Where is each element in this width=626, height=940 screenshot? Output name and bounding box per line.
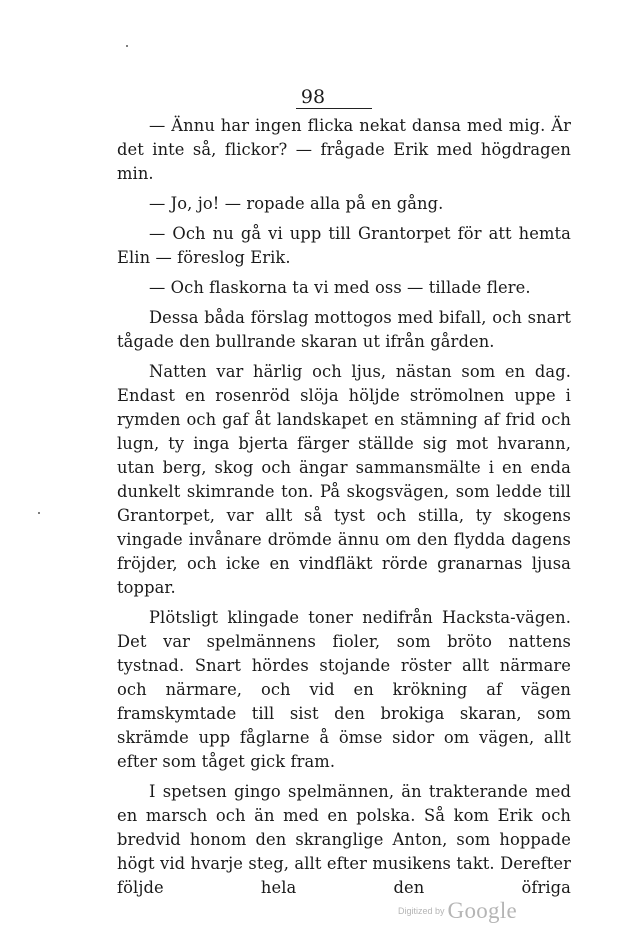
page-number-rule <box>296 108 372 109</box>
paper-speck <box>38 512 40 514</box>
paragraph-1: — Ännu har ingen flicka nekat dansa med mig. Är det inte så, flickor? — frågade Erik med högdragen min. <box>117 116 571 183</box>
paragraph-7: Plötsligt klingade toner nedifrån Hacksta-vägen. Det var spelmännens fioler, som bröto nattens tystnad. Snart hördes stojande röster allt närmare och närmare, och vid en krökning af vägen framskymtade till sist den brokiga skaran, som skrämde upp fåglarne å ömse sidor om vägen, allt efter som tåget gick fram. <box>117 608 571 771</box>
paragraph-2: — Jo, jo! — ropade alla på en gång. <box>149 194 444 213</box>
paragraph-6: Natten var härlig och ljus, nästan som en dag. Endast en rosenröd slöja höljde strömolnen uppe i rymden och gaf åt landskapet en stämning af frid och lugn, ty inga bjerta färger ställde sig mot hvarann, utan berg, skog och ängar sammansmälte i en enda dunkelt skimrande ton. På skogsvägen, som ledde till Grantorpet, var allt så tyst och stilla, ty skogens vingade invånare drömde ännu om den flydda dagens fröjder, och icke en vindfläkt rörde granarnas ljusa toppar. <box>117 362 571 597</box>
text-body <box>117 114 571 900</box>
google-logo-text: Google <box>447 898 518 923</box>
paragraph-8: I spetsen gingo spelmännen, än trakterande med en marsch och än med en polska. Så kom Erik och bredvid honom den skranglige Anton, som hoppade högt vid hvarje steg, allt efter musikens takt. Derefter följde hela den öfriga <box>117 782 571 897</box>
paper-speck <box>126 45 128 47</box>
page-number: 98 <box>300 86 326 108</box>
digitized-prefix: Digitized by <box>398 906 445 916</box>
digitized-watermark <box>398 898 517 924</box>
paragraph-3: — Och nu gå vi upp till Grantorpet för att hemta Elin — föreslog Erik. <box>117 224 571 267</box>
paragraph-4: — Och flaskorna ta vi med oss — tillade flere. <box>149 278 531 297</box>
paragraph-5: Dessa båda förslag mottogos med bifall, och snart tågade den bullrande skaran ut ifrån gården. <box>117 308 571 351</box>
